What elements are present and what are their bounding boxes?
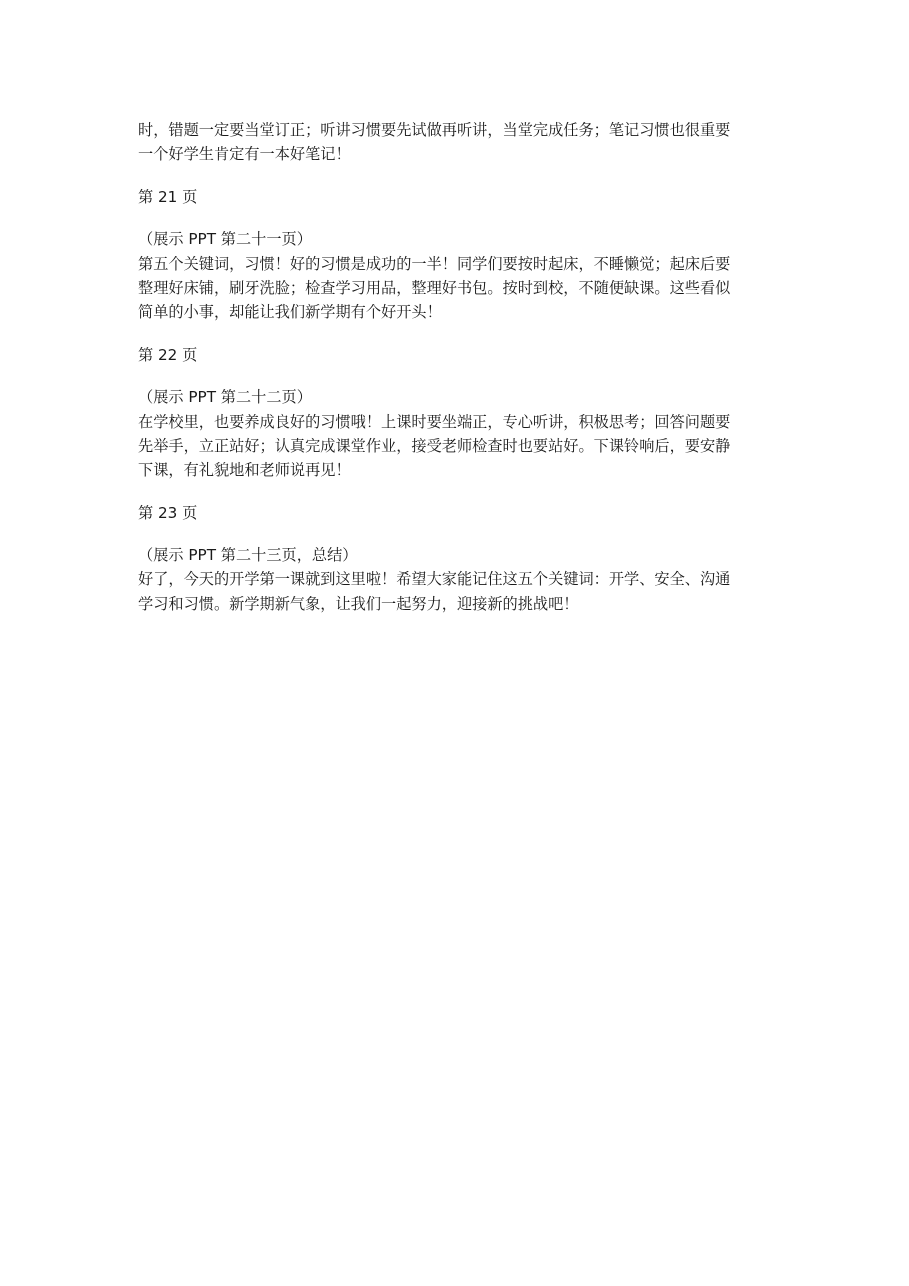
intro-paragraph — [138, 118, 778, 167]
paragraph-line: 一个好学生肯定有一本好笔记！ — [138, 145, 351, 164]
paragraph-line: 第五个关键词，习惯！好的习惯是成功的一半！同学们要按时起床，不睡懒觉；起床后要 — [138, 254, 731, 273]
paragraph-line: 整理好床铺，刷牙洗脸；检查学习用品，整理好书包。按时到校，不随便缺课。这些看似 — [138, 278, 731, 297]
page-21-heading: 第 21 页 — [138, 187, 198, 206]
page-23-heading: 第 23 页 — [138, 503, 198, 522]
paragraph-line: 时，错题一定要当堂订正；听讲习惯要先试做再听讲，当堂完成任务；笔记习惯也很重要 — [138, 121, 731, 139]
page-22-section — [138, 385, 778, 483]
document-page — [138, 118, 778, 616]
ppt-note: （展示 PPT 第二十三页，总结） — [138, 546, 358, 565]
page-21-section — [138, 227, 778, 325]
paragraph-line: 简单的小事，却能让我们新学期有个好开头！ — [138, 303, 442, 322]
paragraph-line: 好了，今天的开学第一课就到这里啦！希望大家能记住这五个关键词：开学、安全、沟通 — [138, 570, 731, 589]
ppt-note: （展示 PPT 第二十一页） — [138, 230, 312, 249]
page-22-heading: 第 22 页 — [138, 345, 198, 364]
paragraph-line: 先举手，立正站好；认真完成课堂作业，接受老师检查时也要站好。下课铃响后，要安静 — [138, 436, 731, 455]
paragraph-line: 下课，有礼貌地和老师说再见！ — [138, 461, 351, 480]
paragraph-line: 在学校里，也要养成良好的习惯哦！上课时要坐端正，专心听讲，积极思考；回答问题要 — [138, 412, 731, 431]
page-23-section — [138, 543, 778, 616]
paragraph-line: 学习和习惯。新学期新气象，让我们一起努力，迎接新的挑战吧！ — [138, 594, 579, 613]
ppt-note: （展示 PPT 第二十二页） — [138, 388, 312, 407]
